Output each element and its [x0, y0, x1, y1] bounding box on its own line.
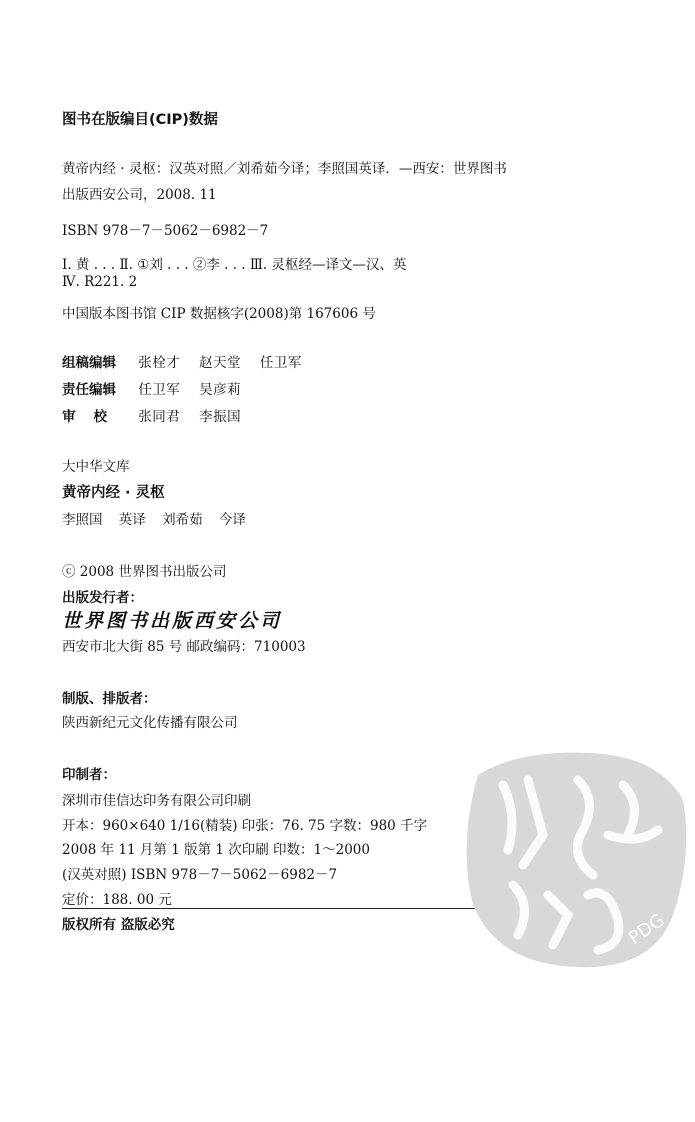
- translator-name: 刘希茹: [162, 512, 203, 528]
- seal-icon: [458, 745, 693, 975]
- cip-library-line: 中国版本图书馆 CIP 数据核字(2008)第 167606 号: [62, 306, 376, 322]
- cip-isbn: ISBN 978－7－5062－6982－7: [62, 223, 269, 239]
- cip-subjects-line-2: Ⅳ. R221. 2: [62, 274, 138, 290]
- publisher-name-logotype: 世界图书出版西安公司: [62, 610, 283, 632]
- typesetter-name: 陕西新纪元文化传播有限公司: [62, 715, 238, 731]
- book-title: 黄帝内经 · 灵枢: [62, 485, 165, 501]
- price-line: 定价：188. 00 元: [62, 892, 172, 908]
- printer-label: 印制者：: [62, 767, 116, 783]
- credit-proofreader: [62, 408, 255, 426]
- credit-name: 任卫军: [138, 382, 181, 398]
- format-line: 开本：960×640 1/16(精装) 印张：76. 75 字数：980 千字: [62, 818, 428, 834]
- credit-label: 审校: [62, 409, 125, 425]
- series-name: 大中华文库: [62, 459, 130, 475]
- printer-name: 深圳市佳信达印务有限公司印刷: [62, 793, 251, 809]
- credit-responsible-editor: [62, 381, 255, 399]
- translators-line: [62, 511, 246, 529]
- watermark-seal: [458, 745, 693, 975]
- publisher-address: 西安市北大街 85 号 邮政编码：710003: [62, 639, 306, 655]
- translator-role: 英译: [118, 512, 146, 528]
- rights-line: 版权所有 盗版必究: [62, 917, 175, 933]
- credit-acquisitions-editor: [62, 354, 316, 372]
- translator-role: 今译: [218, 512, 246, 528]
- isbn-line-bilingual: (汉英对照) ISBN 978－7－5062－6982－7: [62, 867, 338, 883]
- watermark-text: PDG: [624, 909, 669, 950]
- credit-name: 吴彦莉: [199, 382, 242, 398]
- credit-label: 组稿编辑: [62, 355, 116, 371]
- cip-record-line-1: 黄帝内经 · 灵枢：汉英对照／刘希茹今译；李照国英译．—西安：世界图书: [62, 161, 507, 177]
- credit-name: 李振国: [199, 409, 242, 425]
- credit-name: 任卫军: [259, 355, 302, 371]
- credit-label: 责任编辑: [62, 382, 116, 398]
- publisher-label: 出版发行者：: [62, 590, 143, 606]
- divider-line: [62, 908, 524, 909]
- edition-line: 2008 年 11 月第 1 版第 1 次印刷 印数：1～2000: [62, 842, 370, 858]
- translator-name: 李照国: [62, 512, 103, 528]
- credit-name: 张同君: [138, 409, 181, 425]
- credit-name: 张栓才: [138, 355, 181, 371]
- cip-record-line-2: 出版西安公司，2008. 11: [62, 187, 217, 203]
- cip-heading: 图书在版编目(CIP)数据: [62, 112, 218, 128]
- credit-name: 赵天堂: [199, 355, 242, 371]
- copyright-line: ⓒ 2008 世界图书出版公司: [62, 564, 227, 580]
- cip-subjects-line-1: Ⅰ. 黄 . . . Ⅱ. ①刘 . . . ②李 . . . Ⅲ. 灵枢经—译文—汉、英: [62, 257, 407, 273]
- typesetter-label: 制版、排版者：: [62, 691, 157, 707]
